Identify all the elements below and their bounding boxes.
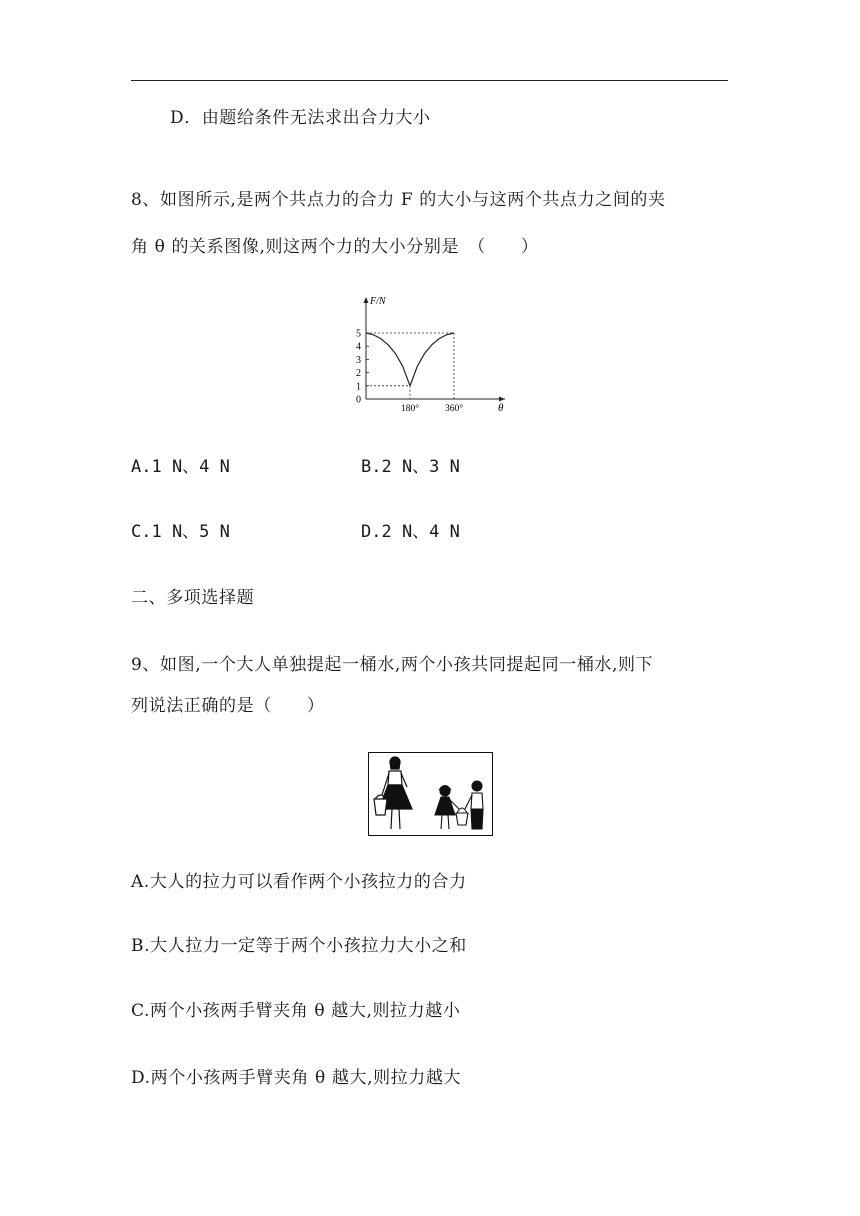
girl-leg-right <box>448 815 449 829</box>
girl-dress <box>435 797 455 815</box>
section-heading: 二、多项选择题 <box>131 588 255 608</box>
y-tick-label: 2 <box>356 368 361 380</box>
x-tick-label: 180° <box>400 404 420 414</box>
adult-hair <box>390 757 400 769</box>
q9-option-a: A.大人的拉力可以看作两个小孩拉力的合力 <box>131 872 467 892</box>
y-axis-label: F/N <box>370 296 386 307</box>
prev-option-d: D．由题给条件无法求出合力大小 <box>170 108 431 128</box>
y-axis-arrow <box>364 297 369 303</box>
boy-shirt <box>471 793 483 809</box>
chart-ticks <box>356 329 463 415</box>
illustration-drawing <box>369 753 491 834</box>
q8-option-a: A.1 N、4 N <box>131 457 230 477</box>
y-tick-label: 5 <box>356 328 361 340</box>
q9-option-c: C.两个小孩两手臂夹角 θ 越大,则拉力越小 <box>131 1001 461 1021</box>
q8-stem-line1: 8、如图所示,是两个共点力的合力 F 的大小与这两个共点力之间的夹 <box>131 190 666 210</box>
q9-option-d: D.两个小孩两手臂夹角 θ 越大,则拉力越大 <box>131 1068 462 1088</box>
adult-bucket <box>374 799 387 815</box>
x-axis-arrow <box>499 397 505 402</box>
boy-head <box>472 781 482 791</box>
x-axis-label: θ <box>498 402 504 414</box>
adult-leg-right <box>399 809 400 829</box>
q8-option-d: D.2 N、4 N <box>361 522 460 542</box>
q9-option-b: B.大人拉力一定等于两个小孩拉力大小之和 <box>131 936 467 956</box>
chart-guides <box>366 333 454 399</box>
header-rule <box>131 80 728 81</box>
x-tick-label: 360° <box>444 404 464 414</box>
children-bucket <box>456 813 468 825</box>
chart-axes <box>364 297 506 402</box>
girl-hair <box>439 786 451 791</box>
q9-stem-line2: 列说法正确的是（ ） <box>131 696 325 716</box>
y-tick-label: 3 <box>356 354 361 366</box>
q9-stem-line1: 9、如图,一个大人单独提起一桶水,两个小孩共同提起同一桶水,则下 <box>131 655 654 675</box>
q8-stem-line2: 角 θ 的关系图像,则这两个力的大小分别是 （ ） <box>131 237 539 257</box>
y-tick-label: 1 <box>356 381 361 393</box>
y-tick-label: 0 <box>356 394 361 406</box>
q8-option-b: B.2 N、3 N <box>361 457 460 477</box>
girl-leg-left <box>441 815 442 829</box>
boy-trousers <box>471 809 483 829</box>
adult-leg-left <box>391 809 392 829</box>
adult-children-bucket-figure <box>368 752 493 836</box>
adult-bodice <box>388 771 402 785</box>
series-line <box>366 333 454 386</box>
y-tick-label: 4 <box>356 341 361 353</box>
q8-option-c: C.1 N、5 N <box>131 522 230 542</box>
force-angle-chart <box>340 292 515 420</box>
